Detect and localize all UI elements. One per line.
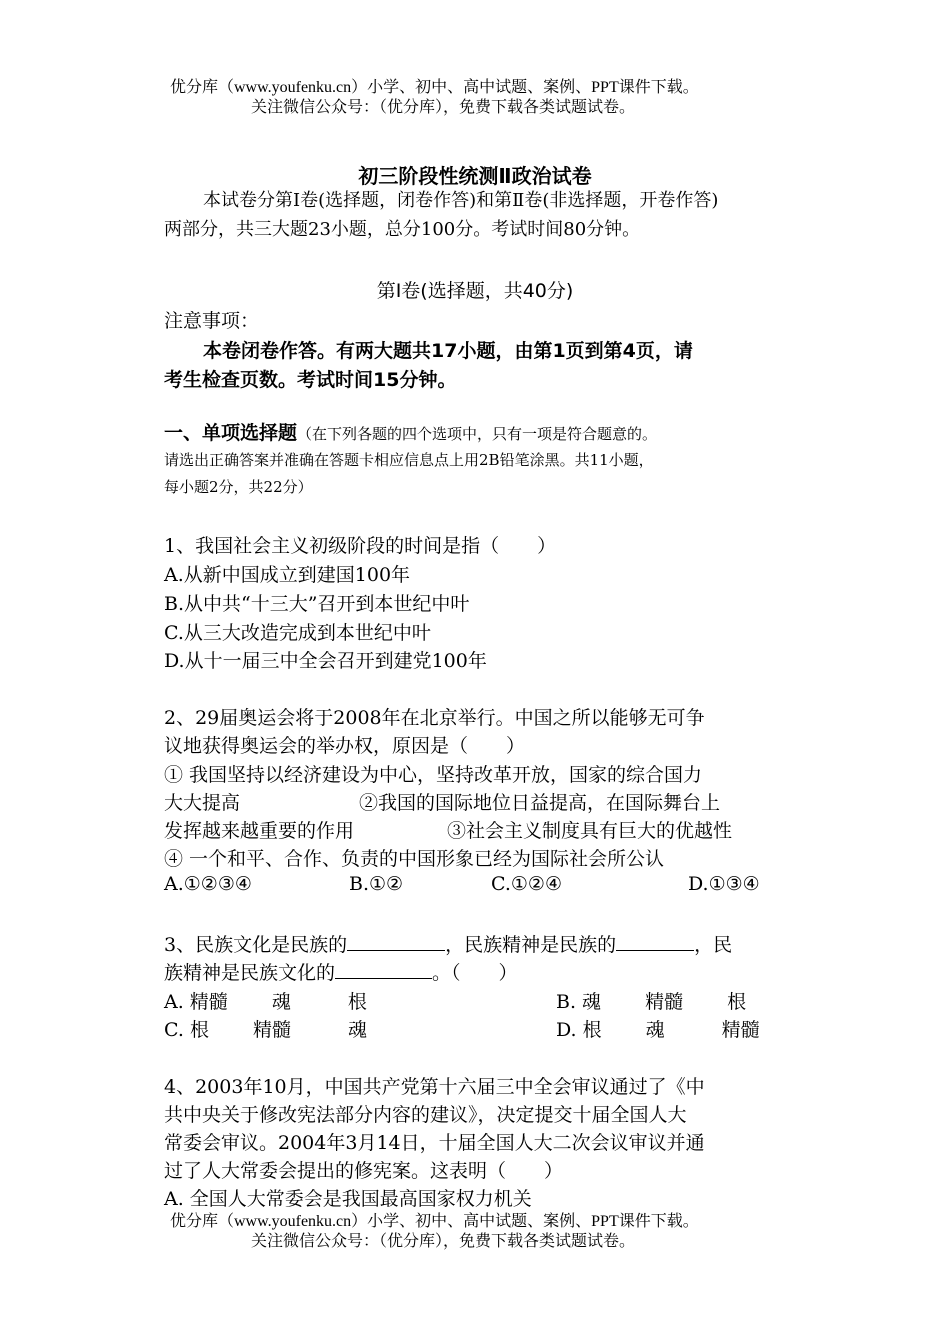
q3-text-2: ，民族精神是民族的 xyxy=(445,934,617,956)
q2-option-b: B.①② xyxy=(349,873,404,895)
q4-line-3: 常委会审议。2004年3月14日，十届全国人大二次会议审议并通 xyxy=(164,1132,705,1154)
q4-option-a: A. 全国人大常委会是我国最高国家权力机关 xyxy=(164,1188,532,1210)
section1-note-3: 每小题2分，共22分） xyxy=(164,478,313,496)
q3-option-a: A. 精髓 魂 根 xyxy=(164,991,367,1013)
notice-line-2: 考生检查页数。考试时间15分钟。 xyxy=(164,369,457,391)
part1-heading: 第Ⅰ卷(选择题，共40分) xyxy=(376,280,574,302)
q2-stem-2: 议地获得奥运会的举办权，原因是（ ） xyxy=(164,735,526,757)
footer-line-1: 优分库（www.youfenku.cn）小学、初中、高中试题、案例、PPT课件下载。 xyxy=(170,1213,699,1230)
header-line-1: 优分库（www.youfenku.cn）小学、初中、高中试题、案例、PPT课件下载。 xyxy=(170,79,699,96)
q4-line-1: 4、2003年10月，中国共产党第十六届三中全会审议通过了《中 xyxy=(164,1076,705,1098)
section1-note-1: （在下列各题的四个选项中，只有一项是符合题意的。 xyxy=(297,425,658,443)
q3-blank-1 xyxy=(347,932,445,951)
q1-option-b: B.从中共“十三大”召开到本世纪中叶 xyxy=(164,593,470,615)
notice-line-1: 本卷闭卷作答。有两大题共17小题，由第1页到第4页，请 xyxy=(203,340,693,362)
q4-line-4: 过了人大常委会提出的修宪案。这表明（ ） xyxy=(164,1160,564,1182)
q3-option-c: C. 根 精髓 魂 xyxy=(164,1019,367,1041)
q3-text-1: 3、民族文化是民族的 xyxy=(164,934,348,956)
q3-line-1 xyxy=(164,930,732,957)
q3-text-3: ，民 xyxy=(694,934,733,956)
q3-option-d: D. 根 魂 精髓 xyxy=(556,1019,760,1041)
q3-blank-2 xyxy=(616,932,694,951)
q2-option-d: D.①③④ xyxy=(688,873,760,895)
q3-option-b: B. 魂 精髓 根 xyxy=(556,991,747,1013)
q2-line-6: ④ 一个和平、合作、负责的中国形象已经为国际社会所公认 xyxy=(164,848,665,870)
section1-title: 一、单项选择题 xyxy=(164,422,298,444)
intro-line-2: 两部分，共三大题23小题，总分100分。考试时间80分钟。 xyxy=(164,219,641,240)
page-title: 初三阶段性统测Ⅱ政治试卷 xyxy=(358,164,592,188)
q2-line-5b: ③社会主义制度具有巨大的优越性 xyxy=(447,820,733,842)
q3-blank-3 xyxy=(335,960,432,979)
intro-line-1: 本试卷分第Ⅰ卷(选择题，闭卷作答)和第Ⅱ卷(非选择题，开卷作答) xyxy=(203,190,719,211)
section1-heading xyxy=(164,418,657,448)
header-line-2: 关注微信公众号：（优分库），免费下载各类试题试卷。 xyxy=(251,99,636,116)
q2-line-5a: 发挥越来越重要的作用 xyxy=(164,820,355,842)
q2-option-a: A.①②③④ xyxy=(164,873,252,895)
q2-option-c: C.①②④ xyxy=(491,873,562,895)
footer-line-2: 关注微信公众号：（优分库），免费下载各类试题试卷。 xyxy=(251,1233,636,1250)
q1-option-d: D.从十一届三中全会召开到建党100年 xyxy=(164,650,487,672)
q2-line-3: ① 我国坚持以经济建设为中心，坚持改革开放，国家的综合国力 xyxy=(164,764,703,786)
q1-option-a: A.从新中国成立到建国100年 xyxy=(164,564,411,586)
q3-text-5: 。（ ） xyxy=(432,962,518,984)
q2-stem-1: 2、29届奥运会将于2008年在北京举行。中国之所以能够无可争 xyxy=(164,707,705,729)
q4-line-2: 共中央关于修改宪法部分内容的建议》，决定提交十届全国人大 xyxy=(164,1104,687,1126)
q3-line-2 xyxy=(164,958,518,985)
q1-stem: 1、我国社会主义初级阶段的时间是指（ ） xyxy=(164,535,557,557)
q2-line-4b: ②我国的国际地位日益提高，在国际舞台上 xyxy=(359,792,721,814)
q1-option-c: C.从三大改造完成到本世纪中叶 xyxy=(164,622,431,644)
q3-text-4: 族精神是民族文化的 xyxy=(164,962,336,984)
notice-label: 注意事项： xyxy=(164,310,260,332)
section1-note-2: 请选出正确答案并准确在答题卡相应信息点上用2B铅笔涂黑。共11小题， xyxy=(164,451,654,469)
q2-line-4a: 大大提高 xyxy=(164,792,241,814)
